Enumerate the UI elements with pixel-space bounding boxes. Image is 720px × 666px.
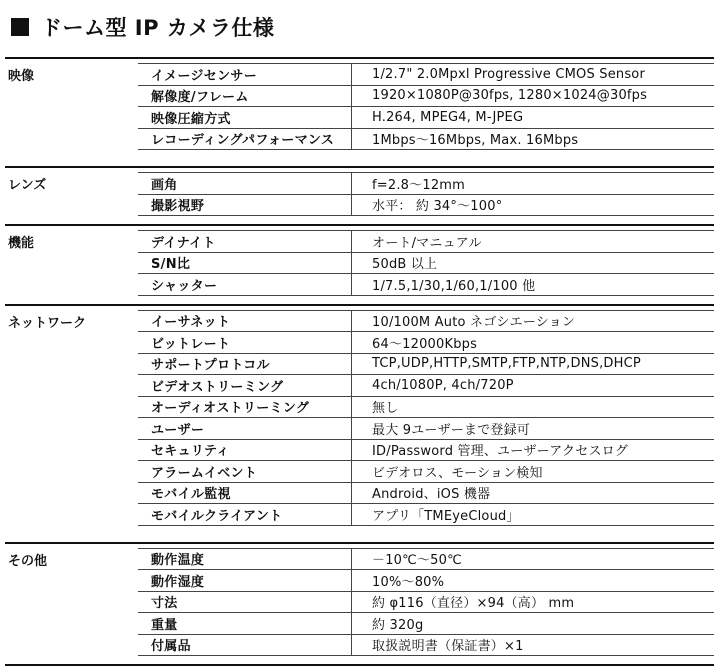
spec-label: 画角 [138,173,352,194]
spec-row [138,173,714,195]
section-category-label: 機能 [8,232,34,251]
spec-value: 無し [352,397,398,416]
spec-row [138,86,714,108]
spec-value: 64～12000Kbps [352,333,477,352]
spec-value: 10%～80% [352,571,444,590]
spec-label: ユーザー [138,418,352,439]
title-bullet-square [11,18,29,36]
spec-value: f=2.8～12mm [352,174,465,193]
spec-label: セキュリティ [138,440,352,461]
spec-label: デイナイト [138,231,352,252]
spec-value: 約 320g [352,614,423,633]
spec-value: オート/マニュアル [352,232,482,251]
spec-value: Android、iOS 機器 [352,483,490,502]
spec-label: サポートプロトコル [138,354,352,375]
spec-row [138,570,714,592]
section-other [5,542,714,666]
spec-row [138,354,714,376]
section-rows [138,230,714,296]
spec-value: 1/7.5,1/30,1/60,1/100 他 [352,275,535,294]
spec-row [138,397,714,419]
spec-label: 重量 [138,613,352,634]
spec-value: 10/100M Auto ネゴシエーション [352,311,575,330]
section-rows [138,63,714,150]
spec-row [138,440,714,462]
spec-row [138,253,714,275]
section-network [5,304,714,542]
spec-label: 解像度/フレーム [138,86,352,107]
spec-value: 取扱説明書（保証書）×1 [352,635,524,654]
spec-label: オーディオストリーミング [138,397,352,418]
spec-row [138,635,714,657]
spec-value: 1/2.7" 2.0Mpxl Progressive CMOS Sensor [352,67,645,82]
spec-row [138,549,714,571]
section-category-label: 映像 [8,65,34,84]
spec-label: 寸法 [138,592,352,613]
spec-label: レコーディングパフォーマンス [138,129,352,150]
section-category-label: レンズ [8,174,46,193]
spec-label: 撮影視野 [138,195,352,216]
page-title: ドーム型 IP カメラ仕様 [41,12,274,42]
spec-label: シャッター [138,274,352,295]
spec-table [5,57,714,666]
section-category-label: ネットワーク [8,312,86,331]
spec-row [138,195,714,217]
spec-value: 50dB 以上 [352,253,437,272]
section-rows [138,548,714,657]
spec-row [138,592,714,614]
spec-label: イーサネット [138,311,352,332]
spec-value: TCP,UDP,HTTP,SMTP,FTP,NTP,DNS,DHCP [352,356,641,371]
spec-row [138,375,714,397]
spec-row [138,418,714,440]
page-title-area [11,10,274,44]
section-features [5,224,714,304]
spec-row [138,274,714,296]
spec-row [138,332,714,354]
spec-label: 映像圧縮方式 [138,107,352,128]
spec-value: 4ch/1080P, 4ch/720P [352,378,514,393]
spec-label: アラームイベント [138,461,352,482]
spec-value: ID/Password 管理、ユーザーアクセスログ [352,440,628,459]
spec-value: －10℃～50℃ [352,549,462,568]
spec-label: S/N比 [138,253,352,274]
spec-value: 約 φ116（直径）×94（高） mm [352,592,574,611]
spec-label: モバイル監視 [138,483,352,504]
spec-label: 付属品 [138,635,352,656]
section-rows [138,172,714,216]
spec-label: 動作温度 [138,549,352,570]
spec-label: モバイルクライアント [138,504,352,525]
spec-value: 水平： 約 34°～100° [352,195,502,214]
section-video [5,57,714,166]
spec-row [138,129,714,151]
spec-value: H.264, MPEG4, M-JPEG [352,110,523,125]
spec-row [138,107,714,129]
spec-label: イメージセンサー [138,64,352,85]
section-lens [5,166,714,224]
spec-row [138,504,714,526]
spec-label: ビデオストリーミング [138,375,352,396]
spec-value: 最大 9ユーザーまで登録可 [352,419,530,438]
spec-label: ビットレート [138,332,352,353]
section-rows [138,310,714,526]
spec-value: 1Mbps～16Mbps, Max. 16Mbps [352,129,578,148]
section-category-label: その他 [8,550,47,569]
spec-row [138,231,714,253]
spec-row [138,613,714,635]
spec-row [138,64,714,86]
spec-value: アプリ「TMEyeCloud」 [352,505,520,524]
spec-row [138,311,714,333]
spec-row [138,483,714,505]
spec-row [138,461,714,483]
spec-label: 動作湿度 [138,570,352,591]
spec-value: 1920×1080P@30fps, 1280×1024@30fps [352,88,647,103]
spec-value: ビデオロス、モーション検知 [352,462,543,481]
